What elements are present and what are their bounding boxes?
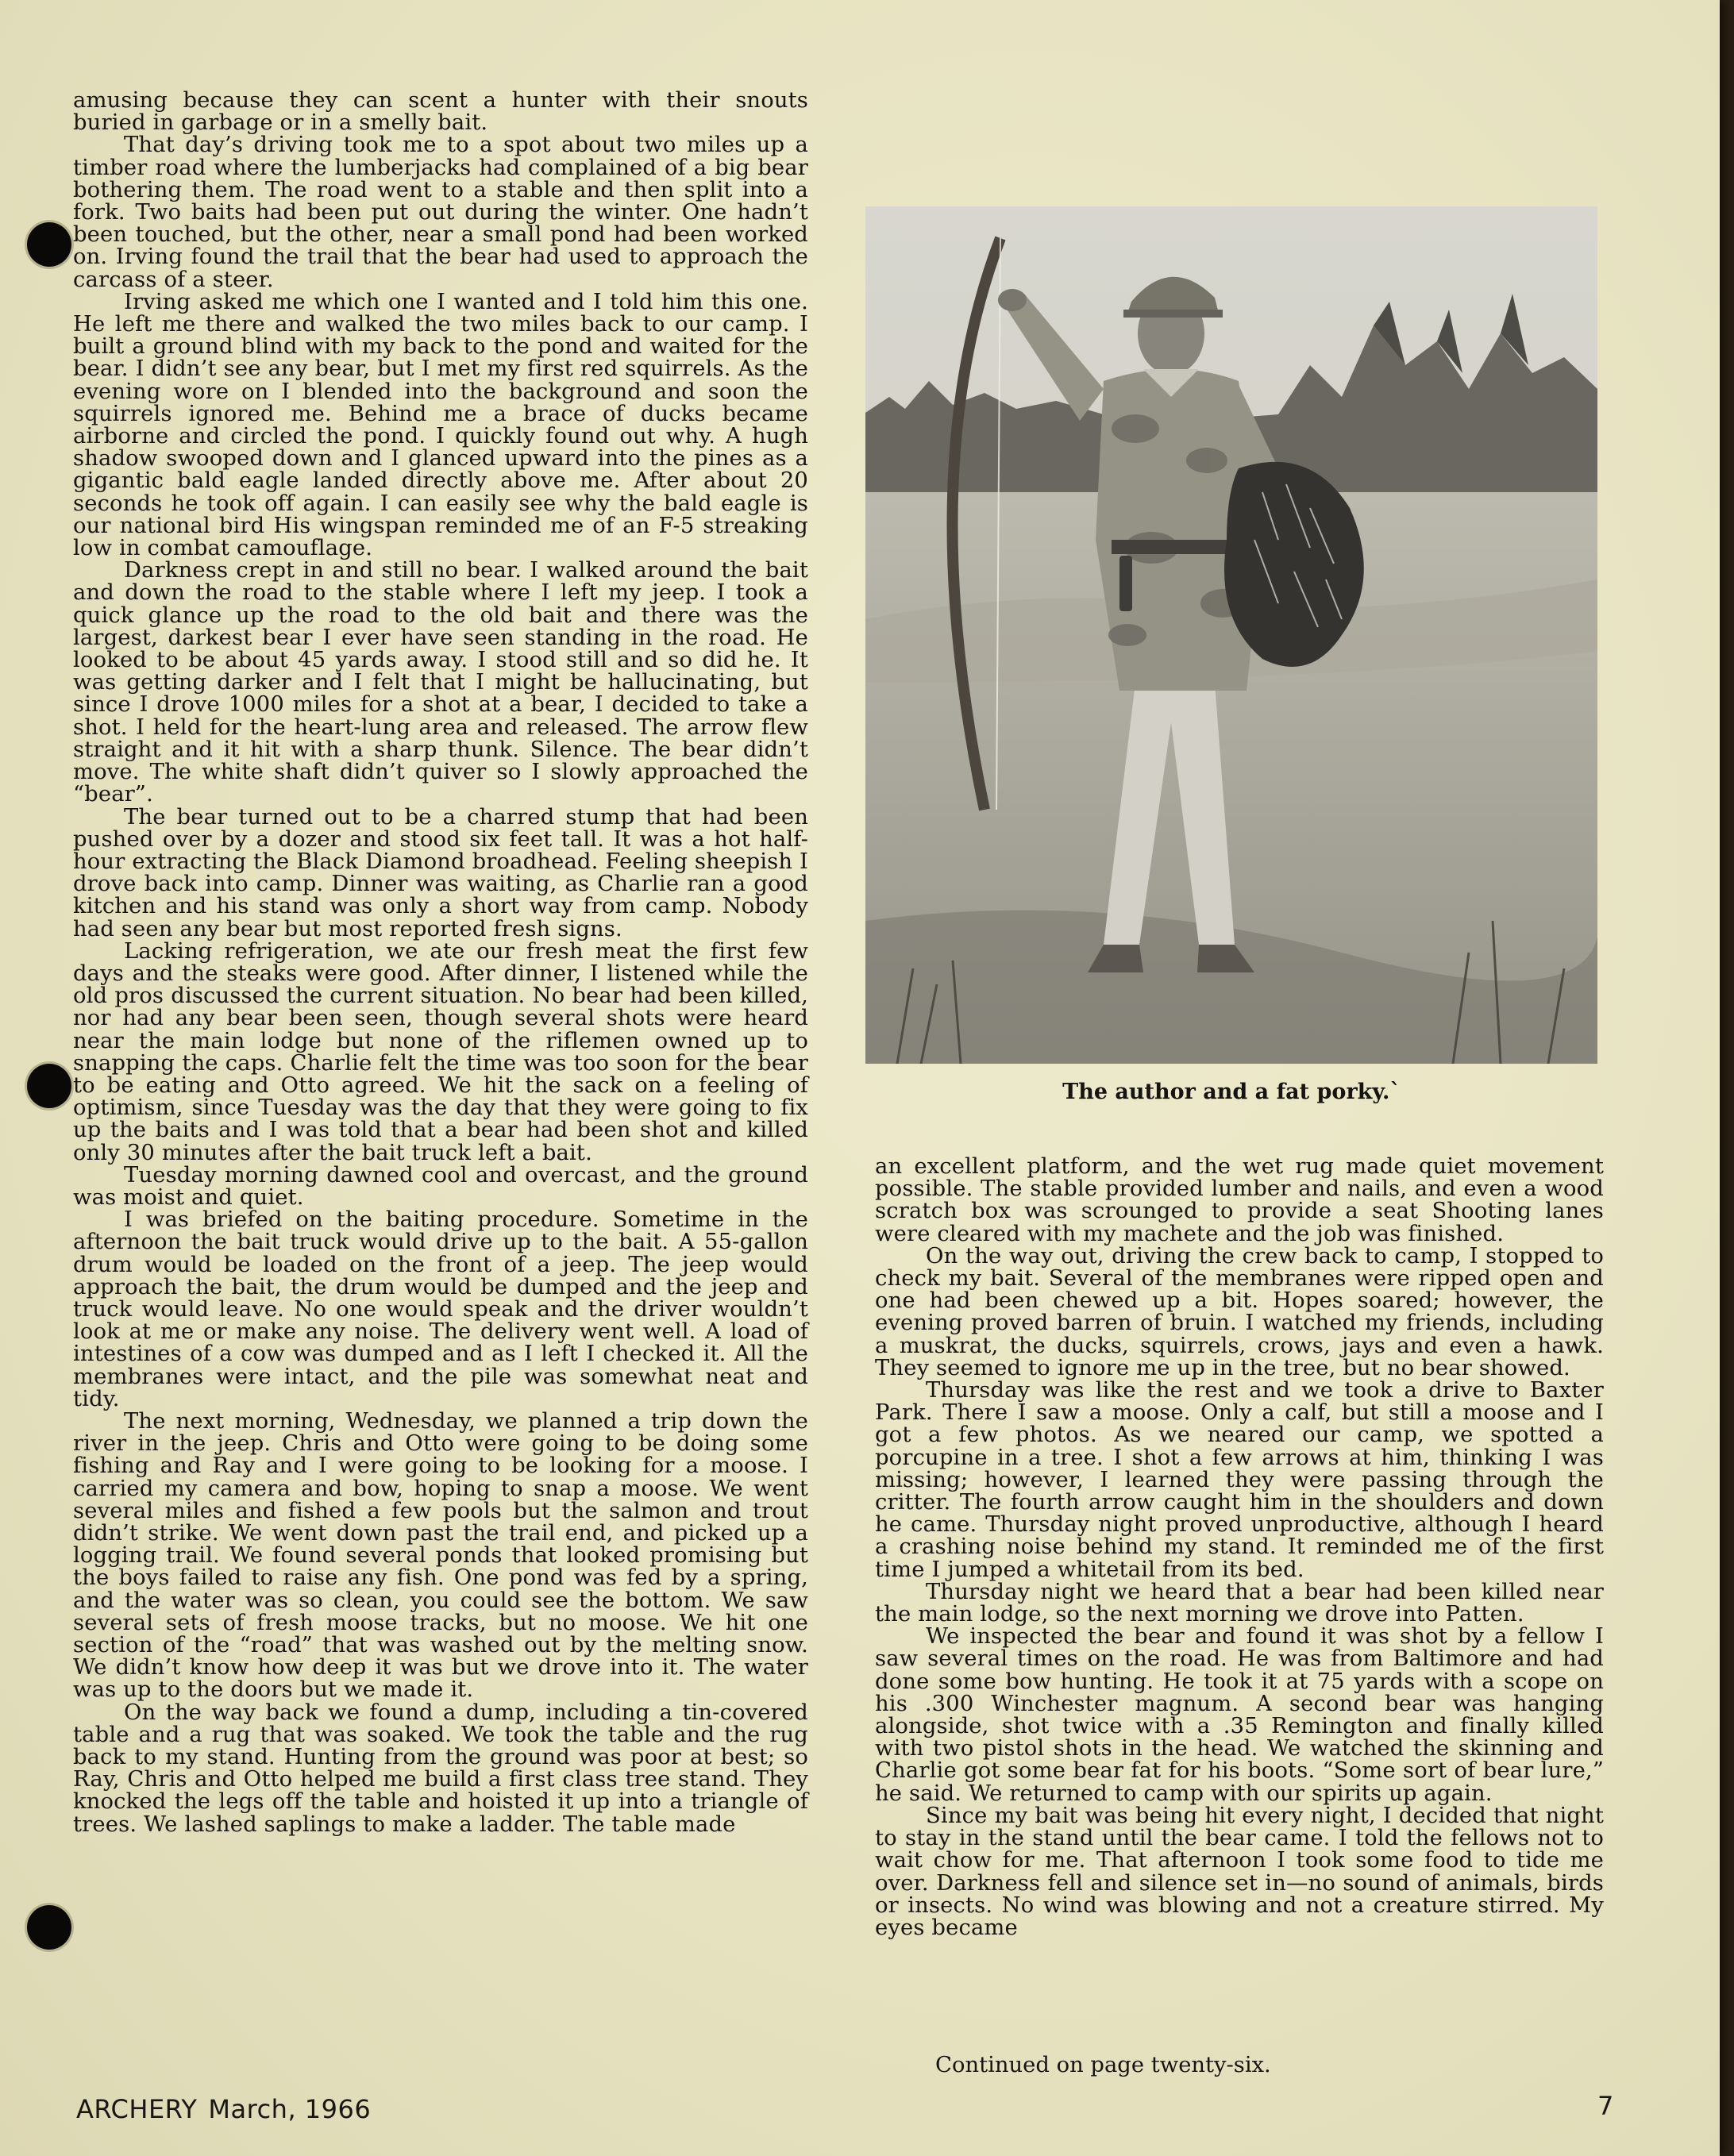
paragraph: Thursday night we heard that a bear had been killed near the main lodge, so the next morning we drove into Patten. [875, 1579, 1604, 1627]
paragraph: Since my bait was being hit every night, I decided that night to stay in the stand until the bear came. I told the fellows not to wait chow for me. That afternoon I took some food to tide me over. Darkness fell and silence set in—no sound of animals, birds or insects. No wind was blowing and not a creature stirred. My eyes became [875, 1803, 1604, 1940]
page-number: 7 [1597, 2091, 1614, 2121]
paragraph: an excellent platform, and the wet rug made quiet movement possible. The stable provided lumber and nails, and even a wood scratch box was scrounged to provide a seat Shooting lanes were cleared with my machete and the job was finished. [875, 1154, 1604, 1246]
paragraph: The bear turned out to be a charred stump that had been pushed over by a dozer and stood six feet tall. It was a hot half-hour extracting the Black Diamond broadhead. Feeling sheepish I drove back into camp. Dinner was waiting, as Charlie ran a good kitchen and his stand was only a short way from camp. Nobody had seen any bear but most reported fresh signs. [73, 804, 808, 941]
magazine-name: ARCHERY [76, 2094, 198, 2124]
binder-hole [27, 222, 71, 267]
continued-note: Continued on page twenty-six. [935, 2053, 1271, 2077]
photo-caption: The author and a fat porky.` [1062, 1080, 1401, 1104]
paragraph: Lacking refrigeration, we ate our fresh meat the first few days and the steaks were good. After dinner, I listened while the old pros discussed the current situation. No bear had been killed, nor had any bear been seen, though several shots were heard near the main lodge but none of the riflemen owned up to snapping the caps. Charlie felt the time was too soon for the bear to be eating and Otto agreed. We hit the sack on a feeling of optimism, since Tuesday was the day that they were going to fix up the baits and I was told that a bear had been shot and killed only 30 minutes after the bait truck left a bait. [73, 938, 808, 1165]
paragraph: On the way out, driving the crew back to camp, I stopped to check my bait. Several of the membranes were ripped open and one had been chewed up a bit. Hopes soared; however, the evening proved barren of bruin. I watched my friends, including a muskrat, the ducks, squirrels, crows, jays and even a hawk. They seemed to ignore me up in the tree, but no bear showed. [875, 1243, 1604, 1380]
paragraph: The next morning, Wednesday, we planned a trip down the river in the jeep. Chris and Otto were going to be doing some fishing and Ray and I were going to be looking for a moose. I carried my camera and bow, hoping to snap a moose. We went several miles and fished a few pools but the salmon and trout didn’t strike. We went down past the trail end, and picked up a logging trail. We found several ponds that looked promising but the boys failed to raise any fish. One pond was fed by a spring, and the water was so clean, you could see the bottom. We saw several sets of fresh moose tracks, but no moose. We hit one section of the “road” that was washed out by the melting snow. We didn’t know how deep it was but we drove into it. The water was up to the doors but we made it. [73, 1408, 808, 1703]
paragraph: Tuesday morning dawned cool and overcast, and the ground was moist and quiet. [73, 1162, 808, 1210]
issue-date: March, 1966 [208, 2094, 372, 2124]
binder-hole [27, 1905, 71, 1950]
paragraph: We inspected the bear and found it was shot by a fellow I saw several times on the road. He was from Baltimore and had done some bow hunting. He took it at 75 yards with a scope on his .300 Winchester magnum. A second bear was hanging alongside, shot twice with a .35 Remington and finally killed with two pistol shots in the head. We watched the skinning and Charlie got some bear fat for his boots. “Some sort of bear lure,” he said. We returned to camp with our spirits up again. [875, 1624, 1604, 1806]
paragraph: Irving asked me which one I wanted and I told him this one. He left me there and walked the two miles back to our camp. I built a ground blind with my back to the pond and waited for the bear. I didn’t see any bear, but I met my first red squirrels. As the evening wore on I blended into the background and soon the squirrels ignored me. Behind me a brace of ducks became airborne and circled the pond. I quickly found out why. A hugh shadow swooped down and I glanced upward into the pines as a gigantic bald eagle landed directly above me. After about 20 seconds he took off again. I can easily see why the bald eagle is our national bird His wingspan reminded me of an F-5 streaking low in combat camouflage. [73, 289, 808, 561]
paragraph: Thursday was like the rest and we took a drive to Baxter Park. There I saw a moose. Only a calf, but still a moose and I got a few photos. As we neared our camp, we spotted a porcupine in a tree. I shot a few arrows at him, thinking I was missing; however, I learned they were passing through the critter. The fourth arrow caught him in the shoulders and down he came. Thursday night proved unproductive, although I heard a crashing noise behind my stand. It reminded me of the first time I jumped a whitetail from its bed. [875, 1378, 1604, 1582]
article-left-column [73, 90, 808, 1836]
paragraph: On the way back we found a dump, including a tin-covered table and a rug that was soaked. We took the table and the rug back to my stand. Hunting from the ground was poor at best; so Ray, Chris and Otto helped me build a first class tree stand. They knocked the legs off the table and hoisted it up into a triangle of trees. We lashed saplings to make a ladder. The table made [73, 1700, 808, 1837]
article-right-column [875, 1156, 1604, 1939]
paragraph: I was briefed on the baiting procedure. Sometime in the afternoon the bait truck would drive up to the bait. A 55-gallon drum would be loaded on the front of a jeep. The jeep would approach the bait, the drum would be dumped and the jeep and truck would leave. No one would speak and the driver wouldn’t look at me or make any noise. The delivery went well. A load of intestines of a cow was dumped and as I left I checked it. All the membranes were intact, and the pile was somewhat neat and tidy. [73, 1207, 808, 1411]
paragraph: Darkness crept in and still no bear. I walked around the bait and down the road to the stable where I left my jeep. I took a quick glance up the road to the old bait and there was the largest, darkest bear I ever have seen standing in the road. He looked to be about 45 yards away. I stood still and so did he. It was getting darker and I felt that I might be hallucinating, but since I drove 1000 miles for a shot at a bear, I decided to take a shot. I held for the heart-lung area and released. The arrow flew straight and it hit with a sharp thunk. Silence. The bear didn’t move. The white shaft didn’t quiver so I slowly approached the “bear”. [73, 558, 808, 807]
paragraph: That day’s driving took me to a spot about two miles up a timber road where the lumberjacks had complained of a big bear bothering them. The road went to a stable and then split into a fork. Two baits had been put out during the winter. One hadn’t been touched, but the other, near a small pond had been worked on. Irving found the trail that the bear had used to approach the carcass of a steer. [73, 133, 808, 292]
footer-masthead [76, 2094, 371, 2124]
author-photo [865, 206, 1597, 1064]
binder-hole [27, 1064, 71, 1108]
paragraph: amusing because they can scent a hunter with their snouts buried in garbage or in a smelly bait. [73, 88, 808, 136]
